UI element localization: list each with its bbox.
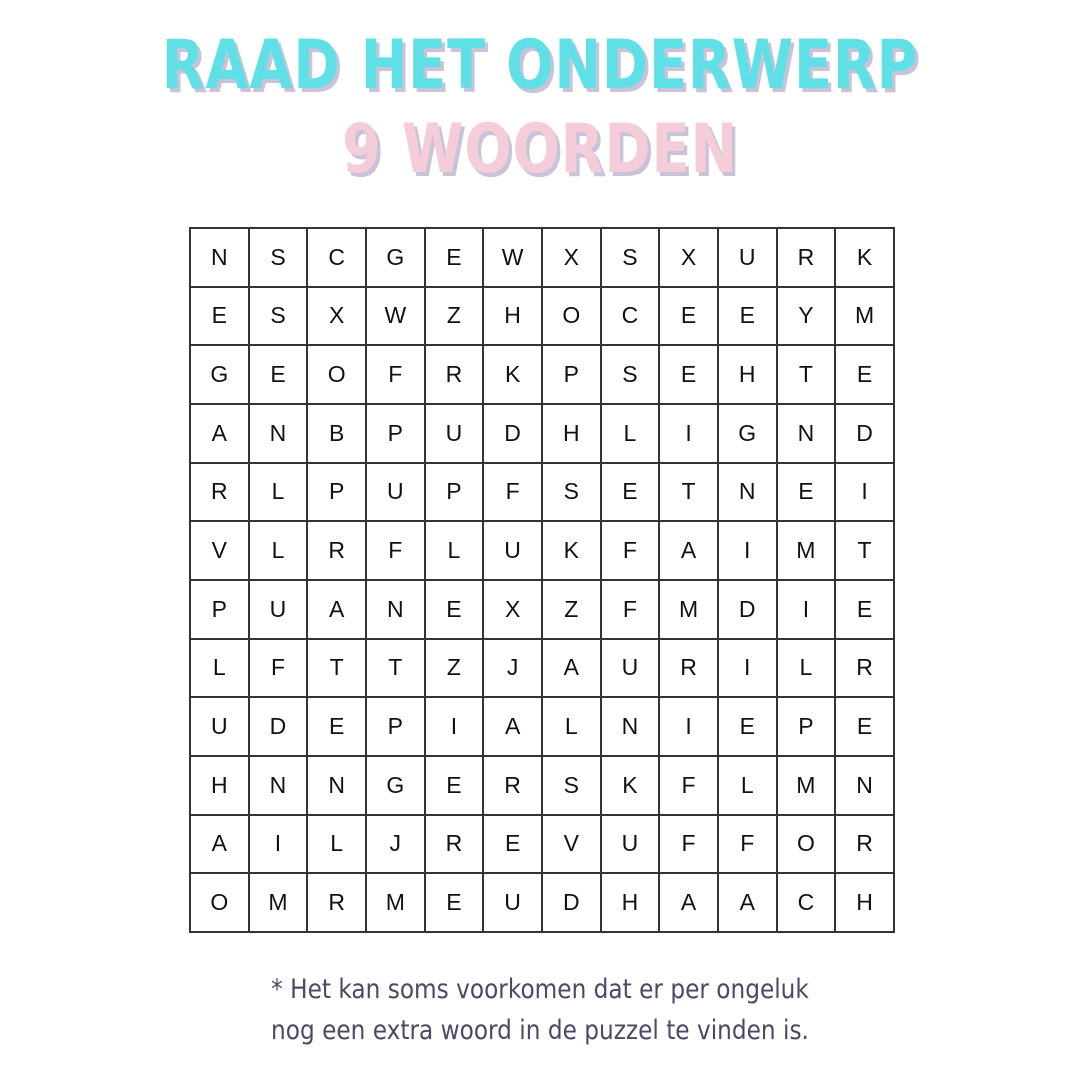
grid-cell[interactable]: T (836, 522, 895, 581)
grid-cell[interactable]: M (250, 874, 309, 933)
grid-cell[interactable]: E (426, 874, 485, 933)
grid-cell[interactable]: Z (426, 640, 485, 699)
grid-cell[interactable]: E (426, 229, 485, 288)
grid-cell[interactable]: N (719, 464, 778, 523)
page-title: RAAD HET ONDERWERP (161, 26, 919, 105)
footnote-line-1: * Het kan soms voorkomen dat er per ongeluk (271, 974, 809, 1005)
grid-cell[interactable]: U (367, 464, 426, 523)
grid-cell[interactable]: R (836, 640, 895, 699)
grid-cell[interactable]: N (191, 229, 250, 288)
grid-cell[interactable]: T (308, 640, 367, 699)
grid-cell[interactable]: N (367, 581, 426, 640)
grid-cell[interactable]: R (426, 346, 485, 405)
grid-cell[interactable]: R (836, 816, 895, 875)
grid-cell[interactable]: F (367, 346, 426, 405)
grid-cell[interactable]: O (778, 816, 837, 875)
grid-cell[interactable]: K (543, 522, 602, 581)
grid-cell[interactable]: S (602, 346, 661, 405)
grid-cell[interactable]: X (543, 229, 602, 288)
grid-cell[interactable]: X (660, 229, 719, 288)
grid-cell[interactable]: W (484, 229, 543, 288)
grid-cell[interactable]: O (543, 288, 602, 347)
grid-cell[interactable]: E (660, 346, 719, 405)
grid-cell[interactable]: G (719, 405, 778, 464)
grid-cell[interactable]: U (602, 640, 661, 699)
grid-cell[interactable]: L (250, 464, 309, 523)
grid-cell[interactable]: P (367, 405, 426, 464)
grid-cell[interactable]: E (660, 288, 719, 347)
grid-cell[interactable]: C (602, 288, 661, 347)
word-count-subtitle: 9 WOORDEN (342, 110, 738, 189)
grid-cell[interactable]: A (660, 522, 719, 581)
grid-cell[interactable]: L (191, 640, 250, 699)
grid-cell[interactable]: L (602, 405, 661, 464)
grid-cell[interactable]: W (367, 288, 426, 347)
grid-cell[interactable]: P (426, 464, 485, 523)
grid-cell[interactable]: J (367, 816, 426, 875)
grid-cell[interactable]: S (543, 464, 602, 523)
grid-cell[interactable]: Y (778, 288, 837, 347)
grid-cell[interactable]: Z (426, 288, 485, 347)
grid-cell[interactable]: D (250, 698, 309, 757)
grid-cell[interactable]: E (719, 288, 778, 347)
grid-cell[interactable]: N (778, 405, 837, 464)
grid-cell[interactable]: I (836, 464, 895, 523)
grid-cell[interactable]: V (543, 816, 602, 875)
grid-cell[interactable]: F (719, 816, 778, 875)
grid-cell[interactable]: K (602, 757, 661, 816)
grid-cell[interactable]: Z (543, 581, 602, 640)
grid-cell[interactable]: G (367, 229, 426, 288)
grid-cell[interactable]: N (836, 757, 895, 816)
grid-cell[interactable]: D (543, 874, 602, 933)
grid-cell[interactable]: E (250, 346, 309, 405)
grid-cell[interactable]: U (484, 522, 543, 581)
grid-cell[interactable]: U (191, 698, 250, 757)
grid-cell[interactable]: R (191, 464, 250, 523)
grid-cell[interactable]: O (308, 346, 367, 405)
grid-cell[interactable]: E (778, 464, 837, 523)
grid-cell[interactable]: F (367, 522, 426, 581)
grid-cell[interactable]: A (191, 405, 250, 464)
grid-cell[interactable]: H (543, 405, 602, 464)
grid-cell[interactable]: D (719, 581, 778, 640)
grid-cell[interactable]: E (719, 698, 778, 757)
grid-cell[interactable]: C (308, 229, 367, 288)
grid-cell[interactable]: F (602, 522, 661, 581)
grid-cell[interactable]: M (660, 581, 719, 640)
grid-cell[interactable]: J (484, 640, 543, 699)
grid-cell[interactable]: I (719, 522, 778, 581)
grid-cell[interactable]: T (778, 346, 837, 405)
grid-cell[interactable]: E (836, 346, 895, 405)
grid-cell[interactable]: H (484, 288, 543, 347)
grid-cell[interactable]: E (836, 698, 895, 757)
grid-cell[interactable]: I (426, 698, 485, 757)
grid-cell[interactable]: N (250, 757, 309, 816)
grid-cell[interactable]: G (191, 346, 250, 405)
grid-cell[interactable]: R (308, 874, 367, 933)
grid-cell[interactable]: U (484, 874, 543, 933)
grid-cell[interactable]: R (484, 757, 543, 816)
grid-cell[interactable]: E (308, 698, 367, 757)
grid-cell[interactable]: S (543, 757, 602, 816)
grid-cell[interactable]: B (308, 405, 367, 464)
grid-cell[interactable]: I (250, 816, 309, 875)
grid-cell[interactable]: D (836, 405, 895, 464)
grid-cell[interactable]: H (191, 757, 250, 816)
grid-cell[interactable]: G (367, 757, 426, 816)
grid-cell[interactable]: K (836, 229, 895, 288)
grid-cell[interactable]: P (367, 698, 426, 757)
grid-cell[interactable]: V (191, 522, 250, 581)
grid-cell[interactable]: U (602, 816, 661, 875)
grid-cell[interactable]: M (367, 874, 426, 933)
grid-cell[interactable]: R (778, 229, 837, 288)
grid-cell[interactable]: E (426, 757, 485, 816)
grid-cell[interactable]: L (308, 816, 367, 875)
grid-cell[interactable]: P (778, 698, 837, 757)
grid-cell[interactable]: I (778, 581, 837, 640)
grid-cell[interactable]: A (543, 640, 602, 699)
grid-cell[interactable]: L (778, 640, 837, 699)
grid-cell[interactable]: M (778, 522, 837, 581)
grid-cell[interactable]: F (660, 757, 719, 816)
grid-cell[interactable]: A (191, 816, 250, 875)
grid-cell[interactable]: H (602, 874, 661, 933)
grid-cell[interactable]: D (484, 405, 543, 464)
footnote-line-2: nog een extra woord in de puzzel te vinden is. (271, 1015, 809, 1046)
grid-cell[interactable]: H (719, 346, 778, 405)
grid-cell[interactable]: L (543, 698, 602, 757)
grid-cell[interactable]: R (308, 522, 367, 581)
grid-cell[interactable]: P (191, 581, 250, 640)
grid-cell[interactable]: O (191, 874, 250, 933)
grid-cell[interactable]: M (778, 757, 837, 816)
grid-cell[interactable]: T (367, 640, 426, 699)
grid-cell[interactable]: E (836, 581, 895, 640)
grid-cell[interactable]: M (836, 288, 895, 347)
grid-cell[interactable]: F (484, 464, 543, 523)
grid-cell[interactable]: E (484, 816, 543, 875)
grid-cell[interactable]: R (660, 640, 719, 699)
grid-cell[interactable]: H (836, 874, 895, 933)
grid-cell[interactable]: P (308, 464, 367, 523)
grid-cell[interactable]: S (602, 229, 661, 288)
grid-cell[interactable]: A (719, 874, 778, 933)
grid-cell[interactable]: A (660, 874, 719, 933)
grid-cell[interactable]: R (426, 816, 485, 875)
grid-cell[interactable]: I (719, 640, 778, 699)
grid-cell[interactable]: E (426, 581, 485, 640)
grid-cell[interactable]: E (191, 288, 250, 347)
grid-cell[interactable]: L (426, 522, 485, 581)
grid-cell[interactable]: C (778, 874, 837, 933)
grid-cell[interactable]: P (543, 346, 602, 405)
grid-cell[interactable]: U (426, 405, 485, 464)
grid-cell[interactable]: T (660, 464, 719, 523)
grid-cell[interactable]: N (602, 698, 661, 757)
grid-cell[interactable]: U (719, 229, 778, 288)
grid-cell[interactable]: F (660, 816, 719, 875)
grid-cell[interactable]: N (308, 757, 367, 816)
grid-cell[interactable]: K (484, 346, 543, 405)
grid-cell[interactable]: A (308, 581, 367, 640)
grid-cell[interactable]: A (484, 698, 543, 757)
word-search-grid (189, 227, 895, 933)
grid-cell[interactable]: X (308, 288, 367, 347)
grid-cell[interactable]: S (250, 229, 309, 288)
grid-cell[interactable]: U (250, 581, 309, 640)
grid-cell[interactable]: F (602, 581, 661, 640)
grid-cell[interactable]: S (250, 288, 309, 347)
grid-cell[interactable]: L (250, 522, 309, 581)
grid-cell[interactable]: I (660, 405, 719, 464)
grid-cell[interactable]: L (719, 757, 778, 816)
grid-cell[interactable]: F (250, 640, 309, 699)
grid-cell[interactable]: X (484, 581, 543, 640)
grid-cell[interactable]: I (660, 698, 719, 757)
grid-cell[interactable]: E (602, 464, 661, 523)
grid-cell[interactable]: N (250, 405, 309, 464)
